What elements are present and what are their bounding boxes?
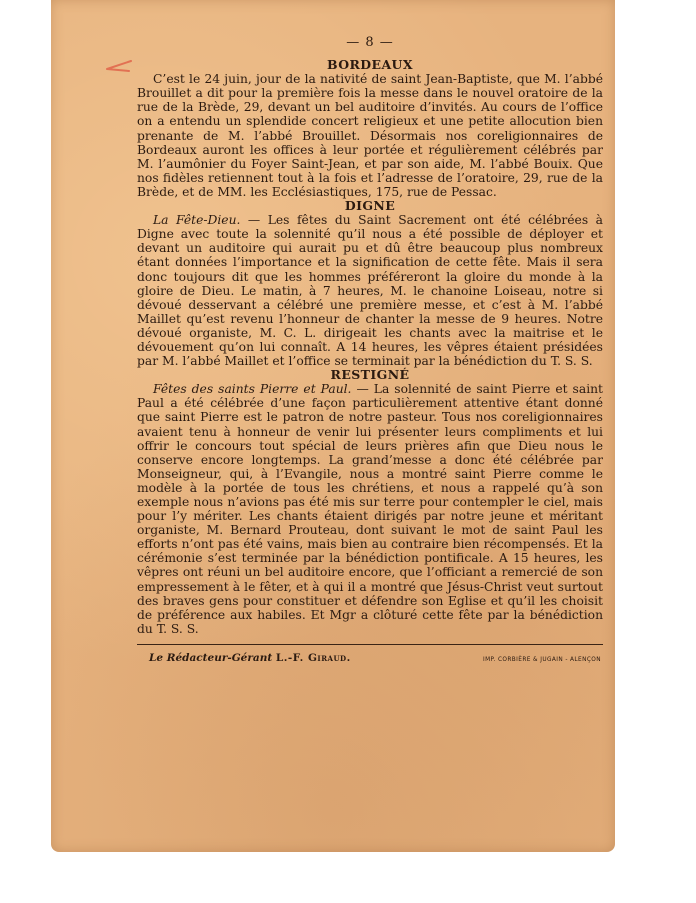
editor-role: Le Rédacteur-Gérant [149, 651, 273, 664]
section-body: La Fête-Dieu. — Les fêtes du Saint Sacrement ont été célébrées à Digne avec toute la solennité qu’il nous a été possible de déployer et devant un auditoire qui aurait pu et dû être beaucoup plus nombreux étant données l’importance et la signification de cette fête. Mais il sera donc toujours dit que les hommes préféreront la gloire du monde à la gloire de Dieu. Le matin, à 7 heures, M. le chanoine Loiseau, notre si dévoué desservant a célébré une première messe, et c’est à M. l’abbé Maillet qu’est revenu l’honneur de chanter la messe de 9 heures. Notre dévoué organiste, M. C. L. dirigeait les chants avec la maitrise et le dévouement qu’on lui connaît. A 14 heures, les vêpres étaient présidées par M. l’abbé Maillet et l’office se terminait par la bénédiction du T. S. S. [137, 213, 603, 369]
section-body: C’est le 24 juin, jour de la nativité de saint Jean-Baptiste, que M. l’abbé Brouillet a dit pour la première fois la messe dans le nouvel oratoire de la rue de la Brède, 29, devant un bel auditoire d’invités. Au cours de l’office on a entendu un splendide concert religieux et une petite allocution bien prenante de M. l’abbé Brouillet. Désormais nos coreligionnaires de Bordeaux auront les offices à leur portée et régulièrement célébrés par M. l’aumônier du Foyer Saint-Jean, et par son aide, M. l’abbé Bouix. Que nos fidèles retiennent tout à la fois et l’adresse de l’oratoire, 29, rue de la Brède, et de MM. les Ecclésiastiques, 175, rue de Pessac. [137, 72, 603, 199]
section-body: Fêtes des saints Pierre et Paul. — La solennité de saint Pierre et saint Paul a été célébrée d’une façon particulièrement attentive étant donné que saint Pierre est le patron de notre pasteur. Tous nos coreligionnaires avaient tenu à honneur de venir lui présenter leurs compliments et lui offrir le concours tout spécial de leurs prières afin que Dieu nous le conserve encore longtemps. La grand’messe a donc été célébrée par Monseigneur, qui, à l’Evangile, nous a montré saint Pierre comme le modèle à la portée de tous les chrétiens, et nous a rappelé qu’à son exemple nous n’avions pas été mis sur terre pour contempler le ciel, mais pour l’y mériter. Les chants étaient dirigés par notre jeune et méritant organiste, M. Bernard Prouteau, dont suivant le mot de saint Paul les efforts n’ont pas été vains, mais bien au contraire bien récompensés. Et la cérémonie s’est terminée par la bénédiction pontificale. A 15 heures, les vêpres ont réuni un bel auditoire encore, que l’officiant a remercié de son empressement à le fêter, et à qui il a montré que Jésus-Christ veut surtout des braves gens pour constituer et défendre son Eglise et qu’il les choisit de préférence aux habiles. Et Mgr a clôturé cette fête par la bénédiction du T. S. S. [137, 382, 603, 636]
section-heading: DIGNE [344, 198, 396, 214]
footer [137, 651, 603, 667]
section-heading: RESTIGNÉ [330, 367, 410, 383]
editor-name: L.-F. Giraud. [275, 651, 351, 664]
section-heading: BORDEAUX [137, 58, 603, 72]
red-pencil-mark-icon [103, 60, 133, 72]
section-digne [137, 199, 603, 368]
section-lead: Fêtes des saints Pierre et Paul. [153, 382, 352, 397]
section-bordeaux [137, 58, 603, 199]
section-lead: La Fête-Dieu. [153, 213, 241, 228]
printer-imprint: IMP. CORBIÈRE & JUGAIN - ALENÇON [482, 656, 601, 663]
footer-divider [137, 644, 603, 645]
page-number: — 8 — [346, 35, 394, 50]
editor-signature [149, 651, 351, 665]
page-content [137, 36, 603, 667]
document-page [51, 0, 615, 852]
section-restigne [137, 368, 603, 636]
